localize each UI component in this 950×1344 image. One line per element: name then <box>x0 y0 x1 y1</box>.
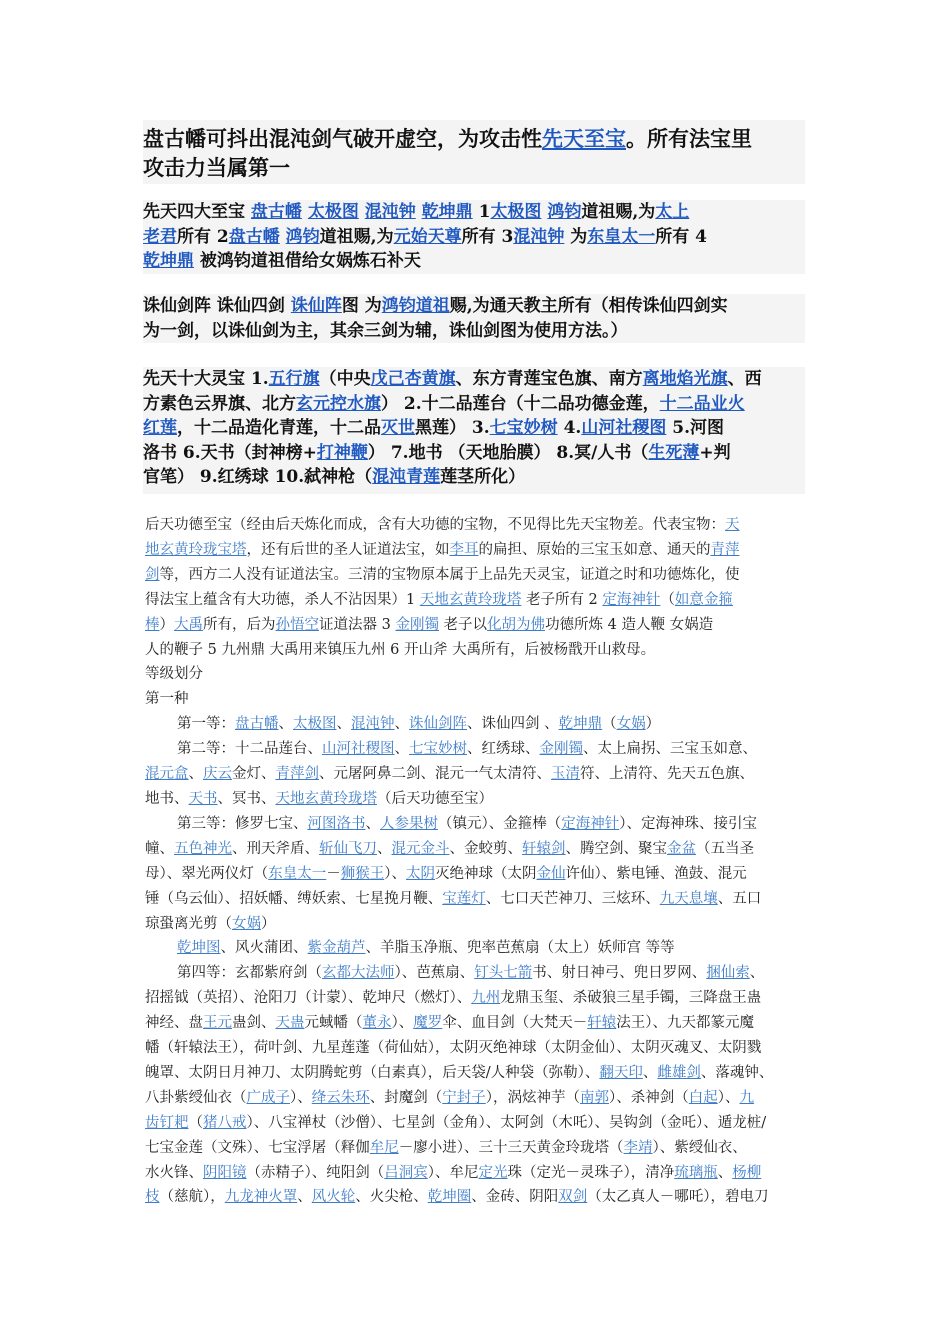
text-run: 、冥书、 <box>217 790 276 807</box>
text-run: 伞、血目剑（大梵天－ <box>442 1015 588 1032</box>
hyperlink[interactable]: 金刚镯 <box>539 741 583 758</box>
text-run: 、太上扁拐、三宝玉如意、 <box>583 741 757 758</box>
text-line <box>145 1011 815 1036</box>
text-run: 的扁担、原始的三宝玉如意、通天的 <box>478 541 711 558</box>
text-run: （后天功德至宝） <box>377 790 493 807</box>
text-line <box>145 986 815 1011</box>
text-line <box>145 762 815 787</box>
hyperlink[interactable]: 七宝妙树 <box>409 741 467 758</box>
text-run: 为 <box>564 226 588 247</box>
hyperlink[interactable]: 乾坤圈 <box>427 1189 472 1206</box>
text-run: 先天十大灵宝 1. <box>143 369 269 389</box>
hyperlink[interactable]: 十二品业火 <box>659 393 745 414</box>
title-line <box>143 153 805 182</box>
hyperlink[interactable]: 狮猴王 <box>340 865 385 882</box>
hyperlink[interactable]: 太极图 <box>293 716 337 733</box>
hyperlink[interactable]: 女娲 <box>616 716 646 733</box>
text-run: 书、射日神弓、兜日罗网、 <box>532 965 707 982</box>
hyperlink[interactable]: 雌雄剑 <box>657 1064 701 1081</box>
hyperlink[interactable]: 玄都大法师 <box>322 965 395 982</box>
hyperlink[interactable]: 九州 <box>471 990 501 1007</box>
text-run: 1 <box>472 202 491 222</box>
text-run: 、 <box>394 741 409 758</box>
text-run: 洛书 6.天书（封神榜+ <box>143 442 317 463</box>
text-run: 所有 4 <box>655 226 708 247</box>
hyperlink[interactable]: 混沌青莲 <box>372 467 441 487</box>
text-run: 、羊脂玉净瓶、兜率芭蕉扇（太上）妖师宫 等等 <box>365 940 675 957</box>
text-line <box>145 1061 815 1086</box>
hyperlink[interactable]: 天地玄黄玲珑塔 <box>419 591 522 608</box>
text-run: 、 <box>749 965 765 982</box>
text-run: （中央 <box>319 369 371 389</box>
text-run: 金灯、 <box>232 766 276 783</box>
text-run: 、腾空剑、聚宝 <box>565 840 667 857</box>
hyperlink[interactable]: 绛云朱环 <box>311 1089 370 1106</box>
text-run: ） <box>261 915 276 932</box>
hyperlink[interactable]: 轩辕剑 <box>522 840 566 857</box>
hyperlink[interactable]: 太上 <box>655 202 690 222</box>
page-title <box>143 120 805 184</box>
text-run: 、风火蒲团、 <box>220 940 308 957</box>
hyperlink[interactable]: 玄元控水旗 <box>296 393 381 414</box>
hyperlink[interactable]: 棒 <box>145 616 160 633</box>
text-run: －廖小进）、三十三天黄金玲珑塔（ <box>398 1139 624 1156</box>
hyperlink[interactable]: 离地焰光旗 <box>642 369 728 389</box>
text-run: 第一种 <box>145 691 189 708</box>
hyperlink[interactable]: 太阴 <box>406 865 435 882</box>
hyperlink[interactable]: 天 <box>725 517 740 533</box>
text-run: 方素色云界旗、北方 <box>143 393 296 414</box>
hyperlink[interactable]: 李靖 <box>623 1139 653 1156</box>
text-line <box>145 812 815 837</box>
text-run: 道祖赐,为 <box>319 226 394 247</box>
text-line <box>145 1036 815 1061</box>
text-run: 、 <box>278 716 293 733</box>
text-run: 图 为 <box>341 296 382 316</box>
hyperlink[interactable]: 金盆 <box>667 840 696 857</box>
text-run: 盘古幡可抖出混沌剑气破开虚空，为攻击性 <box>143 126 542 151</box>
hyperlink[interactable]: 鸿钧 <box>547 202 582 222</box>
hyperlink[interactable]: 东皇太一 <box>587 226 656 247</box>
text-run: 魄罩、太阴日月神刀、太阴腾蛇剪（白素真），后天袋/人种袋（弥勒）、 <box>145 1064 600 1081</box>
text-run: 、 <box>377 840 392 857</box>
text-run: 、 <box>336 716 351 733</box>
text-run: 第一等： <box>177 716 235 733</box>
hyperlink[interactable]: 混元金斗 <box>391 840 450 857</box>
text-line <box>143 441 805 466</box>
hyperlink[interactable]: 老君 <box>143 226 177 247</box>
hyperlink[interactable]: 斩仙飞刀 <box>319 840 377 857</box>
text-run: 5.河图 <box>666 418 725 438</box>
text-run: 黑莲） 3. <box>415 418 490 438</box>
hyperlink[interactable]: 翻天印 <box>599 1064 643 1081</box>
hyperlink[interactable]: 庆云 <box>203 766 232 783</box>
text-run: 人的鞭子 5 九州鼎 大禹用来镇压九州 6 开山斧 大禹所有，后被杨戬开山救母。 <box>145 641 656 658</box>
text-run: （五当圣 <box>696 840 754 857</box>
hyperlink[interactable]: 太极图 <box>307 202 359 222</box>
text-run: 所有，后为 <box>203 616 276 633</box>
text-line <box>145 837 815 862</box>
hyperlink[interactable]: 太极图 <box>490 202 542 222</box>
text-line <box>145 887 815 912</box>
text-line <box>145 936 815 961</box>
hyperlink[interactable]: 乾坤鼎 <box>421 202 473 222</box>
text-run: ） 2.十二品莲台（十二品功德金莲， <box>381 393 660 414</box>
text-run: ） <box>645 716 661 733</box>
text-run: 老子以 <box>438 616 488 633</box>
text-run: ，还有后世的圣人证道法宝，如 <box>246 541 450 558</box>
text-line <box>145 513 815 538</box>
text-run: （赤精子）、纯阳剑（ <box>246 1164 385 1181</box>
text-line <box>143 294 805 319</box>
hyperlink[interactable]: 大禹 <box>174 616 203 633</box>
hyperlink[interactable]: 吕洞宾 <box>384 1164 428 1181</box>
hyperlink[interactable]: 乾坤鼎 <box>143 251 194 271</box>
text-run: 诛仙剑阵 诛仙四剑 <box>143 296 291 316</box>
hyperlink[interactable]: 盘古幡 <box>228 226 280 247</box>
text-run: （ <box>188 1114 203 1131</box>
hyperlink[interactable]: 盘古幡 <box>235 716 279 733</box>
hyperlink[interactable]: 齿钉耙 <box>145 1114 189 1131</box>
text-run: 、七口天芒神刀、三炫环、 <box>485 890 660 907</box>
hyperlink[interactable]: 宝莲灯 <box>442 890 486 907</box>
hyperlink[interactable]: 混元盒 <box>145 766 189 783</box>
text-run: 、 <box>394 716 409 733</box>
hyperlink[interactable]: 定海神针 <box>561 815 620 832</box>
text-line <box>143 319 805 344</box>
text-line <box>145 613 815 638</box>
hyperlink[interactable]: 先天至宝 <box>542 126 626 151</box>
four-treasures-paragraph <box>143 200 805 274</box>
text-line <box>145 1086 815 1111</box>
text-run: － <box>326 865 341 882</box>
text-line <box>145 1161 815 1186</box>
hyperlink[interactable]: 广成子 <box>246 1089 290 1106</box>
text-run: 地书、 <box>145 790 189 807</box>
text-run: 许仙）、紫电锤、渔鼓、混元 <box>565 865 747 882</box>
hyperlink[interactable]: 诛仙阵 <box>290 296 342 316</box>
hyperlink[interactable]: 山河社稷图 <box>581 418 667 438</box>
text-run: 、落魂钟、 <box>700 1064 774 1081</box>
text-run: （ <box>602 716 617 733</box>
zhuxian-paragraph <box>143 294 805 343</box>
hyperlink[interactable]: 地玄黄玲珑宝塔 <box>145 541 247 558</box>
hyperlink[interactable]: 鸿钧道祖 <box>381 296 450 316</box>
text-run: 官笔） 9.红绣球 10.弑神枪（ <box>143 467 373 487</box>
text-run: 后天功德至宝（经由后天炼化而成，含有大功德的宝物，不见得比先天宝物差。代表宝物： <box>145 517 725 533</box>
hyperlink[interactable]: 风火轮 <box>311 1189 356 1206</box>
text-run: 第二等：十二品莲台、 <box>177 741 322 758</box>
text-run: 道祖赐,为 <box>581 202 656 222</box>
text-run: 等级划分 <box>145 666 203 683</box>
hyperlink[interactable]: 化胡为佛 <box>487 616 546 633</box>
text-run: 所有 3 <box>461 226 514 247</box>
hyperlink[interactable]: 南郭 <box>580 1089 609 1106</box>
hyperlink[interactable]: 定海神针 <box>602 591 661 608</box>
text-run: 、金砖、阴阳 <box>471 1189 559 1206</box>
text-run: ）、杀神剑（ <box>609 1089 689 1106</box>
text-run: 得法宝上蕴含有大功德，杀人不沾因果）1 <box>145 591 420 608</box>
hyperlink[interactable]: 天蛊 <box>275 1015 305 1032</box>
text-run: 、东方青莲宝色旗、南方 <box>455 369 643 389</box>
text-line <box>143 367 805 392</box>
text-line <box>145 687 815 712</box>
text-run: ）、牟尼 <box>427 1164 479 1181</box>
title-line <box>143 124 805 153</box>
text-line <box>145 563 815 588</box>
hyperlink[interactable]: 杨柳 <box>732 1164 762 1181</box>
hyperlink[interactable]: 灭世 <box>381 418 415 438</box>
text-run: 招摇钺（英招）、沧阳刀（计蒙）、乾坤尺（燃灯）、 <box>145 990 472 1007</box>
hyperlink[interactable]: 董永 <box>362 1015 392 1032</box>
hyperlink[interactable]: 剑 <box>145 566 160 583</box>
text-run: ） <box>159 616 174 633</box>
text-run: 法王）、九天都篆元魔 <box>616 1015 754 1032</box>
text-line <box>145 638 815 663</box>
hyperlink[interactable]: 人参果树 <box>380 815 438 832</box>
hyperlink[interactable]: 红莲 <box>143 418 177 438</box>
text-line <box>143 249 805 274</box>
hyperlink[interactable]: 五行旗 <box>268 369 320 389</box>
text-line <box>145 787 815 812</box>
hyperlink[interactable]: 河图洛书 <box>307 815 366 832</box>
text-run: 、五口 <box>717 890 762 907</box>
hyperlink[interactable]: 五色神光 <box>174 840 232 857</box>
text-line <box>145 961 815 986</box>
text-run: （太乙真人－哪吒），碧电刀 <box>587 1189 769 1206</box>
text-run: （ <box>660 591 675 608</box>
text-line <box>143 200 805 225</box>
text-run: 、西 <box>727 369 762 389</box>
text-run: 等，西方二人没有证道法宝。三清的宝物原本属于上品先天灵宝，证道之时和功德炼化，使 <box>159 566 740 583</box>
text-run: 被鸿钧道祖借给女娲炼石补天 <box>194 251 421 271</box>
text-run: 、刑天斧盾、 <box>232 840 319 857</box>
text-run: 。所有法宝里 <box>626 126 752 151</box>
text-run: 第三等：修罗七宝、 <box>177 815 308 832</box>
hyperlink[interactable]: 定光 <box>478 1164 508 1181</box>
hyperlink[interactable]: 乾坤图 <box>177 940 221 957</box>
text-line <box>145 588 815 613</box>
text-run: 第四等：玄都紫府剑（ <box>177 965 322 982</box>
text-run: 、诛仙四剑 、 <box>467 716 559 733</box>
text-run: 、金蛟剪、 <box>449 840 522 857</box>
hyperlink[interactable]: 紫金葫芦 <box>307 940 366 957</box>
body-text <box>145 513 815 1210</box>
text-run: 功德所炼 4 造人鞭 女娲造 <box>545 616 714 633</box>
hyperlink[interactable]: 元始天尊 <box>393 226 462 247</box>
text-line <box>145 538 815 563</box>
hyperlink[interactable]: 女娲 <box>232 915 261 932</box>
text-run: 幡（轩辕法王），荷叶剑、九星莲蓬（荷仙姑），太阴灭绝神球（太阴金仙）、太阴灭魂叉、太阴戮 <box>145 1040 762 1057</box>
hyperlink[interactable]: 盘古幡 <box>250 202 302 222</box>
text-run: ，十二品造化青莲，十二品 <box>177 418 381 438</box>
text-run: 灭绝神球（太阴 <box>435 865 537 882</box>
text-line <box>145 912 815 937</box>
hyperlink[interactable]: 七宝妙树 <box>489 418 558 438</box>
text-line <box>145 1136 815 1161</box>
hyperlink[interactable]: 捆仙索 <box>706 965 750 982</box>
hyperlink[interactable]: 魔罗 <box>413 1015 443 1032</box>
text-run: 、 <box>642 1064 658 1081</box>
text-run: ）、定海神珠、接引宝 <box>619 815 757 832</box>
hyperlink[interactable]: 混沌钟 <box>351 716 395 733</box>
hyperlink[interactable]: 枝 <box>145 1189 160 1206</box>
hyperlink[interactable]: 混沌钟 <box>364 202 416 222</box>
text-run: 珠（定光－灵珠子），清净 <box>507 1164 675 1181</box>
text-run: （镇元）、金箍棒（ <box>438 815 562 832</box>
hyperlink[interactable]: 阴阳镜 <box>203 1164 247 1181</box>
hyperlink[interactable]: 白起 <box>688 1089 718 1106</box>
text-run: ），涡炫神芋（ <box>485 1089 580 1106</box>
text-line <box>143 225 805 250</box>
text-run: 神经、盘 <box>145 1015 203 1032</box>
text-run: 龙鼎玉玺、杀破狼三星手镯，三降盘王蛊 <box>500 990 762 1007</box>
text-line <box>145 662 815 687</box>
text-run: ） 7.地书 （天地胎膜） 8.冥/人书（ <box>367 442 649 463</box>
hyperlink[interactable]: 王元 <box>203 1015 232 1032</box>
hyperlink[interactable]: 孙悟空 <box>275 616 319 633</box>
hyperlink[interactable]: 九 <box>739 1089 754 1106</box>
ten-spirit-treasures-paragraph <box>143 367 805 494</box>
text-run: ）、 <box>290 1089 312 1106</box>
hyperlink[interactable]: 青萍剑 <box>275 766 319 783</box>
hyperlink[interactable]: 天地玄黄玲珑塔 <box>275 790 377 807</box>
text-run: ）、芭蕉扇、 <box>394 965 475 982</box>
text-run: 证道法器 3 <box>319 616 396 633</box>
text-run: 、红绣球、 <box>467 741 540 758</box>
text-run: 、 <box>297 1189 312 1206</box>
hyperlink[interactable]: 青萍 <box>710 541 740 558</box>
text-run: 、火尖枪、 <box>355 1189 428 1206</box>
text-run: 4. <box>557 418 582 438</box>
text-run: 、 <box>365 815 380 832</box>
text-run: ）、 <box>391 1015 414 1032</box>
hyperlink[interactable]: 猪八戒 <box>203 1114 247 1131</box>
text-run: 所有 2 <box>177 226 229 247</box>
hyperlink[interactable]: 双剑 <box>558 1189 588 1206</box>
text-run: （慈航）， <box>159 1189 225 1206</box>
text-line <box>145 862 815 887</box>
hyperlink[interactable]: 宁封子 <box>442 1089 486 1106</box>
hyperlink[interactable]: 混沌钟 <box>513 226 565 247</box>
text-run: 蛊剑、 <box>232 1015 276 1032</box>
text-run: 、 <box>188 766 203 783</box>
text-line <box>145 712 815 737</box>
text-run: 水火锋、 <box>145 1164 203 1181</box>
hyperlink[interactable]: 诛仙剑阵 <box>409 716 467 733</box>
text-run: 攻击力当属第一 <box>143 155 290 180</box>
text-run: 琼蛩离光剪（ <box>145 915 232 932</box>
hyperlink[interactable]: 鸿钧 <box>285 226 320 247</box>
hyperlink[interactable]: 天书 <box>188 790 218 807</box>
text-run: 元蜮幡（ <box>304 1015 363 1032</box>
text-run: 莲茎所化） <box>440 467 526 487</box>
text-run: ）、 <box>384 865 406 882</box>
text-run: ）、紫绶仙衣、 <box>652 1139 747 1156</box>
hyperlink[interactable]: 东皇太一 <box>268 865 327 882</box>
hyperlink[interactable]: 金刚镯 <box>395 616 439 633</box>
text-run: 锤（乌云仙）、招妖幡、缚妖索、七星挽月鞭、 <box>145 890 443 907</box>
hyperlink[interactable]: 琉璃瓶 <box>674 1164 718 1181</box>
hyperlink[interactable]: 玉清 <box>551 766 580 783</box>
hyperlink[interactable]: 戊己杏黄旗 <box>370 369 456 389</box>
hyperlink[interactable]: 牟尼 <box>369 1139 399 1156</box>
text-line <box>145 1185 815 1210</box>
hyperlink[interactable]: 金仙 <box>536 865 566 882</box>
hyperlink[interactable]: 乾坤鼎 <box>558 716 603 733</box>
hyperlink[interactable]: 轩辕 <box>587 1015 617 1032</box>
hyperlink[interactable]: 打神鞭 <box>316 442 368 463</box>
hyperlink[interactable]: 生死薄 <box>648 442 700 463</box>
text-run: 八卦紫绶仙衣（ <box>145 1089 247 1106</box>
text-run: +判 <box>699 442 731 463</box>
text-line <box>145 1111 815 1136</box>
text-line <box>143 465 805 490</box>
text-run: ）、八宝禅杖（沙僧）、七星剑（金角）、太阿剑（木吒）、吴钩剑（金吒）、遁龙桩/ <box>246 1114 767 1131</box>
text-run: 、元屠阿鼻二剑、混元一气太清符、 <box>319 766 551 783</box>
hyperlink[interactable]: 如意金箍 <box>674 591 733 608</box>
text-run: 先天四大至宝 <box>143 202 251 222</box>
text-run: 母）、翠光两仪灯（ <box>145 865 269 882</box>
text-run: 符、上清符、先天五色旗、 <box>580 766 754 783</box>
text-line <box>143 392 805 417</box>
text-line <box>143 416 805 441</box>
text-line <box>145 737 815 762</box>
text-run: 、封魔剑（ <box>369 1089 443 1106</box>
hyperlink[interactable]: 九天息壤 <box>659 890 718 907</box>
hyperlink[interactable]: 九龙神火罩 <box>224 1189 298 1206</box>
text-run: 赐,为通天教主所有（相传诛仙四剑实 <box>449 296 728 316</box>
hyperlink[interactable]: 钉头七箭 <box>474 965 533 982</box>
hyperlink[interactable]: 李耳 <box>449 541 479 558</box>
text-run: 老子所有 2 <box>521 591 603 608</box>
hyperlink[interactable]: 山河社稷图 <box>322 741 395 758</box>
text-run: 七宝金莲（文殊）、七宝浮屠（释伽 <box>145 1139 370 1156</box>
text-run: 、 <box>717 1164 733 1181</box>
text-run: ）、 <box>717 1089 740 1106</box>
text-run: 幢、 <box>145 840 174 857</box>
text-run: 为一剑，以诛仙剑为主，其余三剑为辅，诛仙剑图为使用方法。） <box>143 320 628 341</box>
